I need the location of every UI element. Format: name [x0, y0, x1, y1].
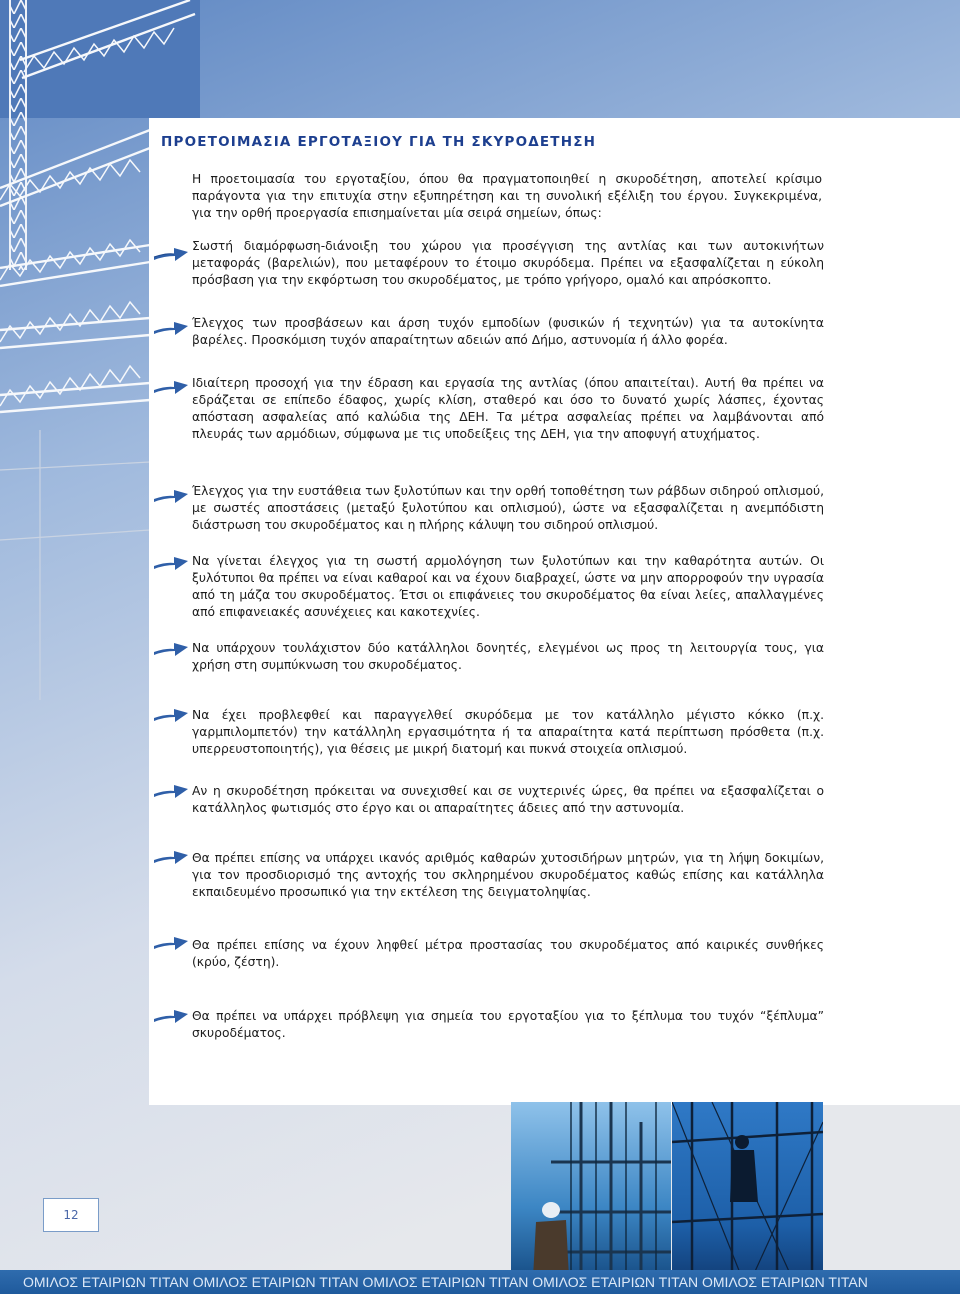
arrow-icon: [152, 315, 192, 337]
footer-band: [0, 1270, 960, 1294]
bullet-paragraph: Σωστή διαμόρφωση-διάνοιξη του χώρου για προσέγγιση της αντλίας και των αυτοκινήτων μεταφοράς (βαρελιών), που μεταφέρουν το έτοιμο σκυρόδεμα. Πρέπει να εξασφαλίζεται η εύκολη πρόσβαση για την εκφόρτωση του σκυροδέματος, με τρόπο γρήγορο, ομαλό και απρόσκοπτο.: [192, 239, 824, 287]
bullet-paragraph: Να έχει προβλεφθεί και παραγγελθεί σκυρόδεμα με τον κατάλληλο μέγιστο κόκκο (π.χ. γαρμπιλομπετόν) την κατάλληλη εργασιμότητα ή τα απαραίτητα κατά περίπτωση πρόσθετα (π.χ. υπερρευστοποιητής), για θέσεις με μικρή διατομή και πυκνά στοιχεία οπλισμού.: [192, 708, 824, 756]
footer-text: ΟΜΙΛΟΣ ΕΤΑΙΡΙΩΝ ΤΙΤΑΝ ΟΜΙΛΟΣ ΕΤΑΙΡΙΩΝ ΤΙΤΑΝ ΟΜΙΛΟΣ ΕΤΑΙΡΙΩΝ ΤΙΤΑΝ ΟΜΙΛΟΣ ΕΤΑΙΡΙΩΝ ΤΙΤΑΝ ΟΜΙΛΟΣ ΕΤΑΙΡΙΩΝ ΤΙΤΑΝ: [23, 1274, 868, 1290]
bullet-paragraph: Ιδιαίτερη προσοχή για την έδραση και εργασία της αντλίας (όπου απαιτείται). Αυτή θα πρέπει να εδράζεται σε επίπεδο έδαφος, χωρίς κλίση, σταθερό και όσο το δυνατό χωρίς λάσπες, έχοντας απόσταση ασφαλείας από καλώδια της ΔΕΗ. Τα μέτρα ασφαλείας πρέπει να λαμβάνονται από πλευράς των αρμόδιων, σύμφωνα με τις υποδείξεις της ΔΕΗ, για την αποφυγή ατυχήματος.: [192, 376, 824, 441]
worker-photo-left: [511, 1102, 671, 1278]
arrow-icon: [152, 778, 192, 800]
bullet-paragraph: Αν η σκυροδέτηση πρόκειται να συνεχισθεί και σε νυχτερινές ώρες, θα πρέπει να εξασφαλίζεται ο κατάλληλος φωτισμός στο έργο και οι απαραίτητες άδειες από την αστυνομία.: [192, 784, 824, 815]
arrow-icon: [152, 241, 192, 263]
arrow-icon: [152, 930, 192, 952]
bullet-paragraph: Να υπάρχουν τουλάχιστον δύο κατάλληλοι δονητές, ελεγμένοι ως προς τη λειτουργία τους, για χρήση στη συμπύκνωση του σκυροδέματος.: [192, 641, 824, 672]
worker-photo-right: [672, 1102, 823, 1278]
intro-paragraph: Η προετοιμασία του εργοταξίου, όπου θα πραγματοποιηθεί η σκυροδέτηση, αποτελεί κρίσιμο παράγοντα για την επιτυχία στην εξυπηρέτηση και τη συνολική εξέλιξη του έργου. Συγκεκριμένα, για την ορθή προεργασία επισημαίνεται μία σειρά σημείων, όπως:: [192, 172, 822, 220]
arrow-icon: [152, 374, 192, 396]
arrow-icon: [152, 1003, 192, 1025]
bullet-paragraph: Έλεγχος των προσβάσεων και άρση τυχόν εμποδίων (φυσικών ή τεχνητών) για τα αυτοκίνητα βαρέλες. Προσκόμιση τυχόν απαραίτητων αδειών από Δήμο, αστυνομία ή άλλο φορέα.: [192, 316, 824, 347]
page-number: 12: [43, 1198, 99, 1232]
bullet-paragraph: Θα πρέπει επίσης να έχουν ληφθεί μέτρα προστασίας του σκυροδέματος από καιρικές συνθήκες (κρύο, ζέστη).: [192, 938, 824, 969]
page-title: ΠΡΟΕΤΟΙΜΑΣΙΑ ΕΡΓΟΤΑΞΙΟΥ ΓΙΑ ΤΗ ΣΚΥΡΟΔΕΤΗΣΗ: [161, 134, 597, 150]
arrow-icon: [152, 483, 192, 505]
bullet-paragraph: Θα πρέπει επίσης να υπάρχει ικανός αριθμός καθαρών χυτοσιδήρων μητρών, για τη λήψη δοκιμίων, για τον προσδιορισμό της αντοχής του σκληρημένου σκυροδέματος καθώς επίσης και κατάλληλα εκπαιδευμένο προσωπικό για την εκτέλεση της δειγματοληψίας.: [192, 851, 824, 899]
arrow-icon: [152, 844, 192, 866]
arrow-icon: [152, 702, 192, 724]
arrow-icon: [152, 636, 192, 658]
bullet-paragraph: Θα πρέπει να υπάρχει πρόβλεψη για σημεία του εργοταξίου για το ξέπλυμα του τυχόν “ξέπλυμα” σκυροδέματος.: [192, 1009, 824, 1040]
bullet-paragraph: Έλεγχος για την ευστάθεια των ξυλοτύπων και την ορθή τοποθέτηση των ράβδων σιδηρού οπλισμού, με σωστές αποστάσεις (μεταξύ ξυλοτύπου και οπλισμού), ώστε να εξασφαλίζεται η ανεμπόδιστη διάστρωση του σκυροδέματος και η πλήρης κάλυψη του σιδηρού οπλισμού.: [192, 484, 824, 532]
bullet-paragraph: Να γίνεται έλεγχος για τη σωστή αρμολόγηση των ξυλοτύπων και την καθαρότητα αυτών. Οι ξυλότυποι θα πρέπει να είναι καθαροί και να έχουν διαβραχεί, ώστε να μην απορροφούν την υγρασία από τη μάζα του σκυροδέματος. Έτσι οι επιφάνειες του σκυροδέματος θα είναι λείες, απαλλαγμένες από επιφανειακές ασυνέχειες και κακοτεχνίες.: [192, 554, 824, 619]
arrow-icon: [152, 550, 192, 572]
